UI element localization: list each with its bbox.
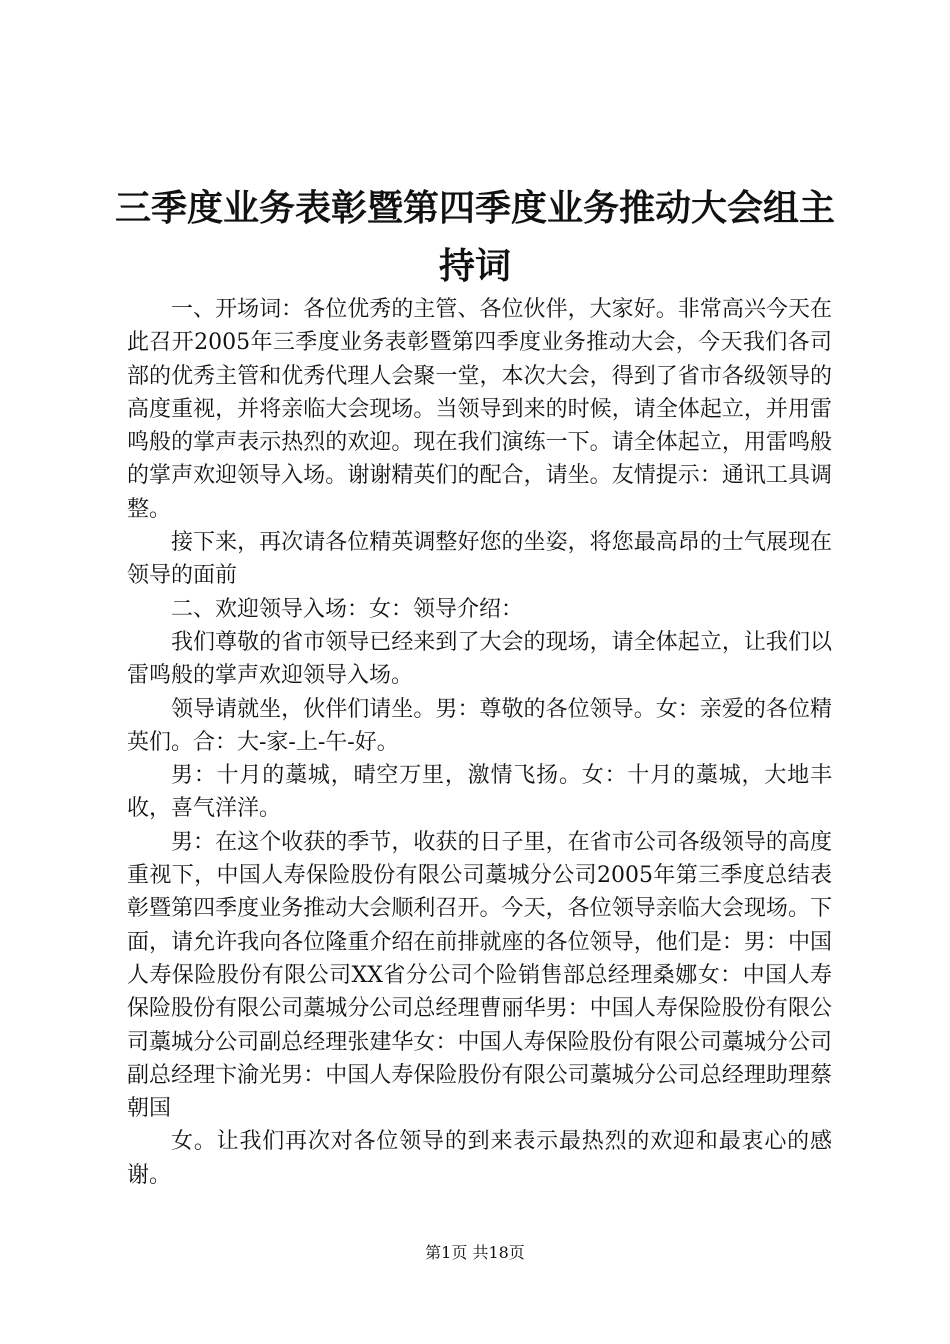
- document-title-line-1: 三季度业务表彰暨第四季度业务推动大会组主: [114, 187, 835, 229]
- paragraph-section-welcome-heading: 二、欢迎领导入场：女：领导介绍：: [171, 596, 524, 622]
- paragraph-leaders-arrived: 我们尊敬的省市领导已经来到了大会的现场，请全体起立，让我们以雷鸣般的掌声欢迎领导入场。: [127, 629, 832, 689]
- paragraph-opening-speech: 一、开场词：各位优秀的主管、各位伙伴，大家好。非常高兴今天在此召开2005年三季度业务表彰暨第四季度业务推动大会，今天我们各司部的优秀主管和优秀代理人会聚一堂，本次大会，得到了省市各级领导的高度重视，并将亲临大会现场。当领导到来的时候，请全体起立，并用雷鸣般的掌声表示热烈的欢迎。现在我们演练一下。请全体起立，用雷鸣般的掌声欢迎领导入场。谢谢精英们的配合，请坐。友情提示：通讯工具调整。: [127, 297, 832, 522]
- document-title-line-2: 持词: [438, 245, 511, 287]
- paragraph-adjust-posture: 接下来，再次请各位精英调整好您的坐姿，将您最高昂的士气展现在领导的面前: [127, 530, 832, 589]
- paragraph-greetings: 领导请就坐，伙伴们请坐。男：尊敬的各位领导。女：亲爱的各位精英们。合：大-家-上-午-好。: [127, 696, 832, 755]
- paragraph-thanks: 女。让我们再次对各位领导的到来表示最热烈的欢迎和最衷心的感谢。: [127, 1129, 832, 1188]
- paragraph-leader-introduction: 男：在这个收获的季节，收获的日子里，在省市公司各级领导的高度重视下，中国人寿保险股份有限公司藁城分公司2005年第三季度总结表彰暨第四季度业务推动大会顺利召开。今天，各位领导亲临大会现场。下面，请允许我向各位隆重介绍在前排就座的各位领导，他们是：男：中国人寿保险股份有限公司XX省分公司个险销售部总经理桑娜女：中国人寿保险股份有限公司藁城分公司总经理曹丽华男：中国人寿保险股份有限公司藁城分公司副总经理张建华女：中国人寿保险股份有限公司藁城分公司副总经理卞渝光男：中国人寿保险股份有限公司藁城分公司总经理助理蔡朝国: [127, 829, 832, 1122]
- paragraph-october-gaocheng: 男：十月的藁城，晴空万里，激情飞扬。女：十月的藁城，大地丰收，喜气洋洋。: [127, 763, 832, 822]
- document-body: [127, 293, 832, 1192]
- page-number-footer: 第1页 共18页: [425, 1243, 525, 1262]
